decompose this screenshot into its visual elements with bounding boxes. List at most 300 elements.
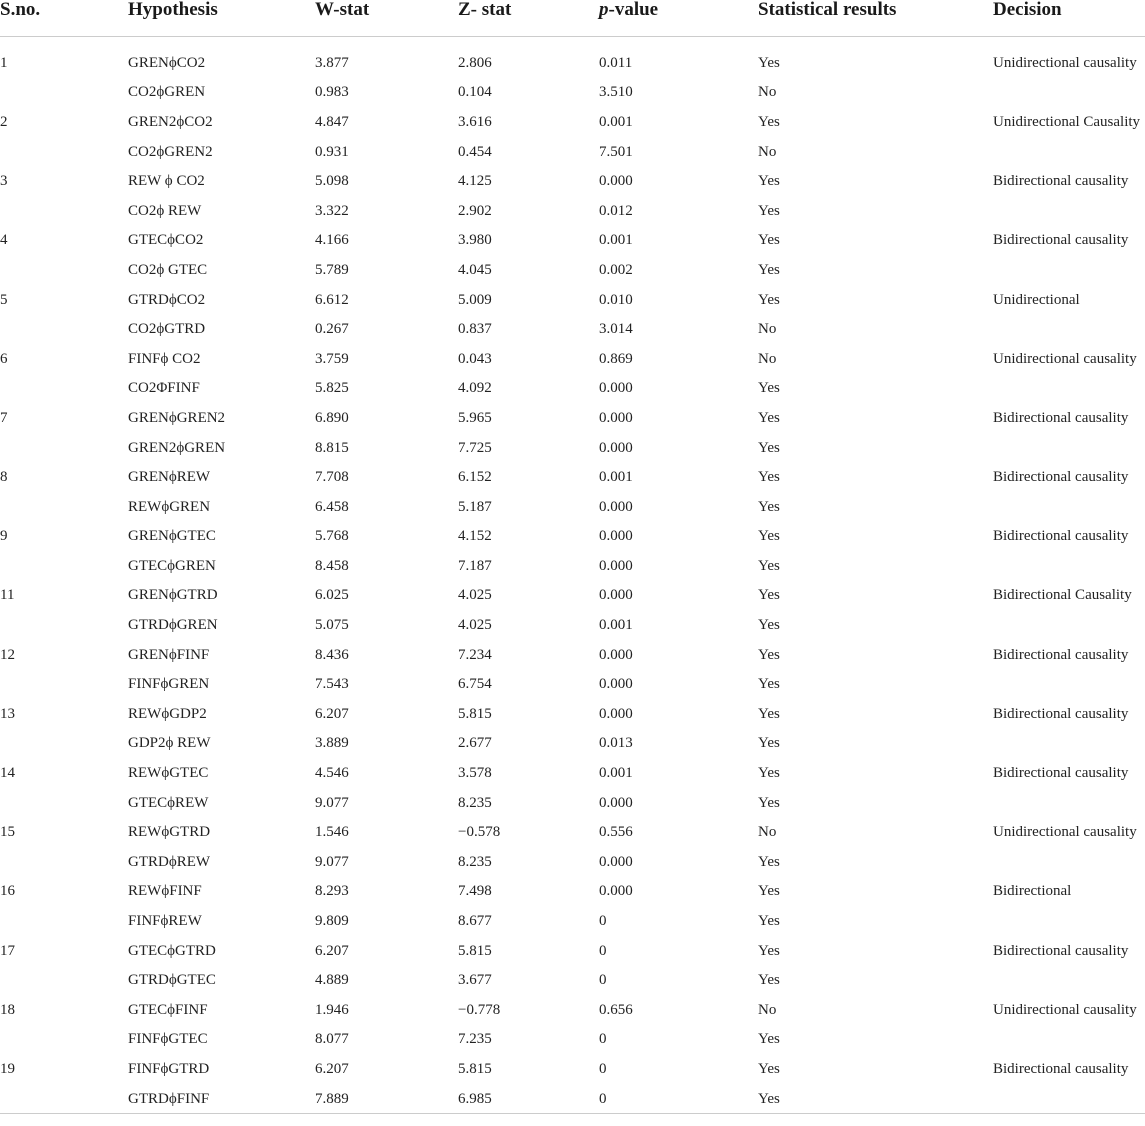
- cell-decision: [993, 1025, 1145, 1055]
- cell-decision: [993, 906, 1145, 936]
- cell-result: Yes: [758, 291, 780, 308]
- cell-hypothesis: FINFϕREW: [128, 913, 202, 930]
- cell-sno: 15: [0, 824, 15, 841]
- cell-pvalue: 0.000: [599, 380, 633, 397]
- cell-result: Yes: [758, 469, 780, 486]
- table-header: [0, 0, 1145, 37]
- cell-hypothesis: REWϕGDP2: [128, 705, 207, 722]
- cell-zstat: 5.815: [458, 942, 492, 959]
- cell-zstat: 7.498: [458, 883, 492, 900]
- header-wstat: [315, 0, 458, 37]
- cell-result: Yes: [758, 1031, 780, 1048]
- cell-wstat: 5.825: [315, 380, 349, 397]
- cell-wstat: 6.207: [315, 1060, 349, 1077]
- cell-pvalue: 0.656: [599, 1001, 633, 1018]
- cell-result: Yes: [758, 1084, 993, 1114]
- cell-pvalue: 0.001: [599, 232, 633, 249]
- cell-zstat: 5.009: [458, 291, 492, 308]
- table-row: [0, 936, 1145, 966]
- cell-zstat: −0.578: [458, 824, 501, 841]
- cell-decision: Bidirectional causality: [993, 942, 1129, 959]
- cell-pvalue: 0.011: [599, 54, 633, 71]
- cell-wstat: 8.077: [315, 1031, 349, 1048]
- header-results-label: Statistical results: [758, 0, 897, 20]
- cell-decision: Unidirectional causality: [993, 1001, 1137, 1018]
- cell-result: No: [758, 321, 777, 338]
- cell-result: Yes: [758, 1060, 780, 1077]
- cell-wstat: 0.983: [315, 84, 349, 101]
- cell-decision: [993, 965, 1145, 995]
- cell-wstat: 5.789: [315, 261, 349, 278]
- cell-zstat: 6.152: [458, 469, 492, 486]
- header-pvalue-p: p: [599, 0, 609, 20]
- table-row: [0, 314, 1145, 344]
- cell-sno: [0, 965, 128, 995]
- cell-wstat: 5.075: [315, 617, 349, 634]
- cell-wstat: 5.768: [315, 528, 349, 545]
- cell-decision: [993, 788, 1145, 818]
- cell-hypothesis: GTECϕGREN: [128, 557, 216, 574]
- cell-result: Yes: [758, 972, 780, 989]
- cell-result: Yes: [758, 942, 780, 959]
- cell-zstat: 4.025: [458, 617, 492, 634]
- table-row: [0, 433, 1145, 463]
- cell-pvalue: 0: [599, 1060, 607, 1077]
- cell-pvalue: 0.012: [599, 202, 633, 219]
- cell-zstat: 2.806: [458, 54, 492, 71]
- cell-pvalue: 3.510: [599, 84, 633, 101]
- cell-wstat: 1.946: [315, 1001, 349, 1018]
- cell-pvalue: 0: [599, 972, 607, 989]
- cell-wstat: 4.546: [315, 765, 349, 782]
- cell-hypothesis: GTRDϕREW: [128, 853, 211, 870]
- cell-zstat: 3.677: [458, 972, 492, 989]
- table-row: [0, 729, 1145, 759]
- cell-pvalue: 0.000: [599, 439, 633, 456]
- cell-pvalue: 0.000: [599, 557, 633, 574]
- cell-wstat: 6.207: [315, 942, 349, 959]
- cell-sno: 1: [0, 54, 8, 71]
- cell-sno: [0, 255, 128, 285]
- cell-sno: 4: [0, 232, 8, 249]
- cell-decision: [993, 78, 1145, 108]
- cell-zstat: 2.902: [458, 202, 492, 219]
- cell-pvalue: 0: [599, 913, 607, 930]
- header-decision-label: Decision: [993, 0, 1062, 20]
- cell-zstat: 0.454: [458, 143, 492, 160]
- cell-sno: [0, 788, 128, 818]
- table-row: [0, 344, 1145, 374]
- cell-sno: 14: [0, 765, 15, 782]
- table-row: [0, 48, 1145, 78]
- table-row: [0, 462, 1145, 492]
- cell-pvalue: 0: [599, 942, 607, 959]
- cell-wstat: 7.543: [315, 676, 349, 693]
- table-row: [0, 995, 1145, 1025]
- cell-decision: Bidirectional causality: [993, 173, 1129, 190]
- table-row: [0, 847, 1145, 877]
- cell-hypothesis: GREN2ϕCO2: [128, 113, 213, 130]
- header-hypothesis-label: Hypothesis: [128, 0, 218, 20]
- cell-decision: Bidirectional Causality: [993, 587, 1132, 604]
- cell-decision: Unidirectional causality: [993, 824, 1137, 841]
- cell-pvalue: 0: [599, 1084, 758, 1114]
- cell-hypothesis: REWϕGREN: [128, 498, 211, 515]
- cell-decision: Bidirectional causality: [993, 646, 1129, 663]
- cell-zstat: 0.104: [458, 84, 492, 101]
- cell-hypothesis: FINFϕ CO2: [128, 350, 201, 367]
- cell-sno: [0, 137, 128, 167]
- cell-zstat: 0.837: [458, 321, 492, 338]
- cell-pvalue: 0.000: [599, 587, 633, 604]
- cell-hypothesis: CO2ϕGTRD: [128, 321, 206, 338]
- table-row: [0, 374, 1145, 404]
- table-row: [0, 1054, 1145, 1084]
- cell-zstat: −0.778: [458, 1001, 501, 1018]
- table-row: [0, 1084, 1145, 1114]
- table-row: [0, 758, 1145, 788]
- cell-result: Yes: [758, 202, 780, 219]
- table-row: [0, 78, 1145, 108]
- cell-zstat: 7.234: [458, 646, 492, 663]
- table-body: [0, 37, 1145, 1114]
- cell-decision: [993, 374, 1145, 404]
- cell-wstat: 6.207: [315, 705, 349, 722]
- cell-zstat: 5.187: [458, 498, 492, 515]
- cell-sno: 11: [0, 587, 15, 604]
- cell-zstat: 3.616: [458, 113, 492, 130]
- cell-sno: 5: [0, 291, 8, 308]
- cell-sno: 3: [0, 173, 8, 190]
- cell-result: Yes: [758, 498, 780, 515]
- cell-wstat: 6.612: [315, 291, 349, 308]
- cell-decision: [993, 492, 1145, 522]
- cell-sno: 16: [0, 883, 15, 900]
- cell-result: Yes: [758, 409, 780, 426]
- cell-pvalue: 0.000: [599, 173, 633, 190]
- table-row: [0, 965, 1145, 995]
- cell-wstat: 9.809: [315, 913, 349, 930]
- cell-zstat: 7.725: [458, 439, 492, 456]
- table-row: [0, 137, 1145, 167]
- cell-wstat: 4.847: [315, 113, 349, 130]
- cell-pvalue: 0.000: [599, 794, 633, 811]
- cell-wstat: 9.077: [315, 853, 349, 870]
- cell-result: Yes: [758, 676, 780, 693]
- table-row: [0, 196, 1145, 226]
- cell-result: Yes: [758, 380, 780, 397]
- cell-result: Yes: [758, 557, 780, 574]
- cell-result: Yes: [758, 853, 780, 870]
- cell-wstat: 4.166: [315, 232, 349, 249]
- cell-hypothesis: REWϕGTRD: [128, 824, 211, 841]
- cell-hypothesis: CO2ϕ GTEC: [128, 261, 208, 278]
- cell-zstat: 8.677: [458, 913, 492, 930]
- cell-sno: 19: [0, 1060, 15, 1077]
- cell-decision: [993, 255, 1145, 285]
- cell-zstat: 7.187: [458, 557, 492, 574]
- cell-result: Yes: [758, 439, 780, 456]
- table-row: [0, 492, 1145, 522]
- table-row: [0, 226, 1145, 256]
- cell-wstat: 8.458: [315, 557, 349, 574]
- cell-hypothesis: GTRDϕCO2: [128, 291, 206, 308]
- cell-sno: 9: [0, 528, 8, 545]
- cell-hypothesis: CO2ΦFINF: [128, 380, 200, 397]
- cell-wstat: 3.877: [315, 54, 349, 71]
- cell-hypothesis: GRENϕFINF: [128, 646, 210, 663]
- cell-result: Yes: [758, 232, 780, 249]
- cell-zstat: 4.152: [458, 528, 492, 545]
- header-sno: [0, 0, 128, 37]
- cell-zstat: 3.578: [458, 765, 492, 782]
- table-row: [0, 1025, 1145, 1055]
- cell-result: No: [758, 84, 777, 101]
- cell-sno: [0, 729, 128, 759]
- cell-sno: 12: [0, 646, 15, 663]
- cell-hypothesis: GTECϕGTRD: [128, 942, 216, 959]
- cell-decision: [993, 1084, 1145, 1114]
- cell-pvalue: 0.000: [599, 409, 633, 426]
- cell-wstat: 6.458: [315, 498, 349, 515]
- cell-decision: [993, 551, 1145, 581]
- table-row: [0, 640, 1145, 670]
- cell-hypothesis: GRENϕCO2: [128, 54, 206, 71]
- cell-sno: 2: [0, 113, 8, 130]
- header-hypothesis: [128, 0, 315, 37]
- header-zstat-label: Z- stat: [458, 0, 512, 20]
- cell-result: No: [758, 143, 777, 160]
- cell-sno: [0, 1084, 128, 1114]
- cell-sno: [0, 847, 128, 877]
- header-pvalue: [599, 0, 758, 37]
- table-row: [0, 669, 1145, 699]
- cell-hypothesis: GTRDϕGREN: [128, 617, 218, 634]
- cell-result: No: [758, 824, 777, 841]
- cell-pvalue: 0.000: [599, 528, 633, 545]
- cell-wstat: 3.322: [315, 202, 349, 219]
- cell-decision: [993, 314, 1145, 344]
- cell-result: Yes: [758, 735, 780, 752]
- table-row: [0, 107, 1145, 137]
- table-row: [0, 255, 1145, 285]
- cell-decision: Bidirectional causality: [993, 765, 1129, 782]
- header-wstat-label: W-stat: [315, 0, 370, 20]
- cell-wstat: 6.025: [315, 587, 349, 604]
- header-zstat: [458, 0, 599, 37]
- cell-hypothesis: REWϕFINF: [128, 883, 202, 900]
- cell-decision: [993, 610, 1145, 640]
- cell-wstat: 8.815: [315, 439, 349, 456]
- cell-sno: [0, 1025, 128, 1055]
- cell-decision: Unidirectional causality: [993, 350, 1137, 367]
- cell-result: Yes: [758, 261, 780, 278]
- cell-result: Yes: [758, 646, 780, 663]
- cell-hypothesis: GREN2ϕGREN: [128, 439, 226, 456]
- cell-hypothesis: CO2ϕGREN2: [128, 143, 213, 160]
- cell-pvalue: 0: [599, 1031, 607, 1048]
- cell-result: Yes: [758, 705, 780, 722]
- table-row: [0, 817, 1145, 847]
- cell-sno: [0, 551, 128, 581]
- cell-pvalue: 0.001: [599, 617, 633, 634]
- cell-pvalue: 0.556: [599, 824, 633, 841]
- cell-sno: 18: [0, 1001, 15, 1018]
- cell-zstat: 8.235: [458, 794, 492, 811]
- cell-decision: Bidirectional: [993, 883, 1072, 900]
- cell-pvalue: 0.000: [599, 853, 633, 870]
- table-row: [0, 522, 1145, 552]
- cell-hypothesis: FINFϕGTEC: [128, 1031, 208, 1048]
- cell-sno: 13: [0, 705, 15, 722]
- cell-wstat: 0.267: [315, 321, 349, 338]
- cell-pvalue: 0.001: [599, 765, 633, 782]
- cell-hypothesis: REWϕGTEC: [128, 765, 209, 782]
- cell-zstat: 8.235: [458, 853, 492, 870]
- cell-pvalue: 0.869: [599, 350, 633, 367]
- cell-decision: [993, 137, 1145, 167]
- cell-zstat: 4.025: [458, 587, 492, 604]
- cell-pvalue: 0.002: [599, 261, 633, 278]
- table-row: [0, 551, 1145, 581]
- cell-result: Yes: [758, 913, 780, 930]
- cell-hypothesis: GTRDϕGTEC: [128, 972, 216, 989]
- cell-pvalue: 0.000: [599, 646, 633, 663]
- cell-result: Yes: [758, 113, 780, 130]
- cell-wstat: 5.098: [315, 173, 349, 190]
- cell-result: Yes: [758, 528, 780, 545]
- cell-wstat: 0.931: [315, 143, 349, 160]
- cell-result: Yes: [758, 617, 780, 634]
- cell-pvalue: 0.001: [599, 113, 633, 130]
- cell-sno: 17: [0, 942, 15, 959]
- cell-hypothesis: GRENϕREW: [128, 469, 211, 486]
- table-row: [0, 877, 1145, 907]
- header-results: [758, 0, 993, 37]
- cell-zstat: 4.125: [458, 173, 492, 190]
- cell-wstat: 7.889: [315, 1084, 458, 1114]
- cell-hypothesis: GTECϕFINF: [128, 1001, 208, 1018]
- table-row: [0, 581, 1145, 611]
- cell-wstat: 1.546: [315, 824, 349, 841]
- cell-result: Yes: [758, 794, 780, 811]
- cell-hypothesis: GTRDϕFINF: [128, 1084, 315, 1114]
- cell-hypothesis: GRENϕGTRD: [128, 587, 218, 604]
- cell-hypothesis: GTECϕCO2: [128, 232, 204, 249]
- cell-sno: 8: [0, 469, 8, 486]
- cell-pvalue: 0.013: [599, 735, 633, 752]
- cell-decision: Unidirectional causality: [993, 54, 1137, 71]
- cell-hypothesis: GRENϕGREN2: [128, 409, 226, 426]
- cell-result: Yes: [758, 765, 780, 782]
- cell-sno: 6: [0, 350, 8, 367]
- cell-wstat: 3.889: [315, 735, 349, 752]
- cell-zstat: 5.815: [458, 1060, 492, 1077]
- cell-decision: Unidirectional Causality: [993, 113, 1141, 130]
- cell-zstat: 4.092: [458, 380, 492, 397]
- cell-pvalue: 0.000: [599, 676, 633, 693]
- cell-sno: 7: [0, 409, 8, 426]
- cell-hypothesis: REW ϕ CO2: [128, 173, 205, 190]
- cell-pvalue: 0.000: [599, 498, 633, 515]
- cell-result: Yes: [758, 173, 780, 190]
- cell-hypothesis: CO2ϕ REW: [128, 202, 202, 219]
- cell-pvalue: 7.501: [599, 143, 633, 160]
- cell-hypothesis: GDP2ϕ REW: [128, 735, 211, 752]
- table-row: [0, 788, 1145, 818]
- header-decision: [993, 0, 1145, 37]
- cell-zstat: 0.043: [458, 350, 492, 367]
- cell-sno: [0, 78, 128, 108]
- header-pvalue-rest: -value: [608, 0, 659, 20]
- cell-wstat: 4.889: [315, 972, 349, 989]
- header-sno-label: S.no.: [0, 0, 41, 20]
- cell-zstat: 6.754: [458, 676, 492, 693]
- cell-wstat: 8.436: [315, 646, 349, 663]
- cell-result: No: [758, 1001, 777, 1018]
- table-row: [0, 610, 1145, 640]
- cell-decision: Bidirectional causality: [993, 705, 1129, 722]
- cell-zstat: 3.980: [458, 232, 492, 249]
- cell-sno: [0, 433, 128, 463]
- cell-hypothesis: GRENϕGTEC: [128, 528, 216, 545]
- cell-result: Yes: [758, 883, 780, 900]
- cell-hypothesis: CO2ϕGREN: [128, 84, 206, 101]
- table-row: [0, 906, 1145, 936]
- cell-wstat: 9.077: [315, 794, 349, 811]
- cell-decision: Bidirectional causality: [993, 409, 1129, 426]
- cell-zstat: 5.815: [458, 705, 492, 722]
- cell-wstat: 8.293: [315, 883, 349, 900]
- table-row: [0, 403, 1145, 433]
- cell-decision: [993, 433, 1145, 463]
- cell-hypothesis: GTECϕREW: [128, 794, 209, 811]
- cell-zstat: 4.045: [458, 261, 492, 278]
- table-row: [0, 699, 1145, 729]
- cell-wstat: 3.759: [315, 350, 349, 367]
- cell-zstat: 2.677: [458, 735, 492, 752]
- cell-wstat: 6.890: [315, 409, 349, 426]
- cell-sno: [0, 906, 128, 936]
- cell-result: Yes: [758, 54, 780, 71]
- cell-sno: [0, 669, 128, 699]
- cell-sno: [0, 374, 128, 404]
- cell-decision: Bidirectional causality: [993, 528, 1129, 545]
- cell-decision: [993, 196, 1145, 226]
- cell-pvalue: 3.014: [599, 321, 633, 338]
- cell-zstat: 6.985: [458, 1084, 599, 1114]
- cell-hypothesis: FINFϕGTRD: [128, 1060, 210, 1077]
- cell-wstat: 7.708: [315, 469, 349, 486]
- cell-pvalue: 0.000: [599, 883, 633, 900]
- cell-sno: [0, 196, 128, 226]
- table-row: [0, 166, 1145, 196]
- cell-zstat: 5.965: [458, 409, 492, 426]
- cell-zstat: 7.235: [458, 1031, 492, 1048]
- cell-result: Yes: [758, 587, 780, 604]
- header-row: [0, 0, 1145, 37]
- cell-decision: Unidirectional: [993, 291, 1080, 308]
- cell-decision: [993, 669, 1145, 699]
- cell-sno: [0, 492, 128, 522]
- cell-pvalue: 0.000: [599, 705, 633, 722]
- cell-decision: Bidirectional causality: [993, 1060, 1129, 1077]
- cell-decision: [993, 847, 1145, 877]
- cell-pvalue: 0.001: [599, 469, 633, 486]
- cell-hypothesis: FINFϕGREN: [128, 676, 210, 693]
- cell-decision: Bidirectional causality: [993, 232, 1129, 249]
- cell-sno: [0, 610, 128, 640]
